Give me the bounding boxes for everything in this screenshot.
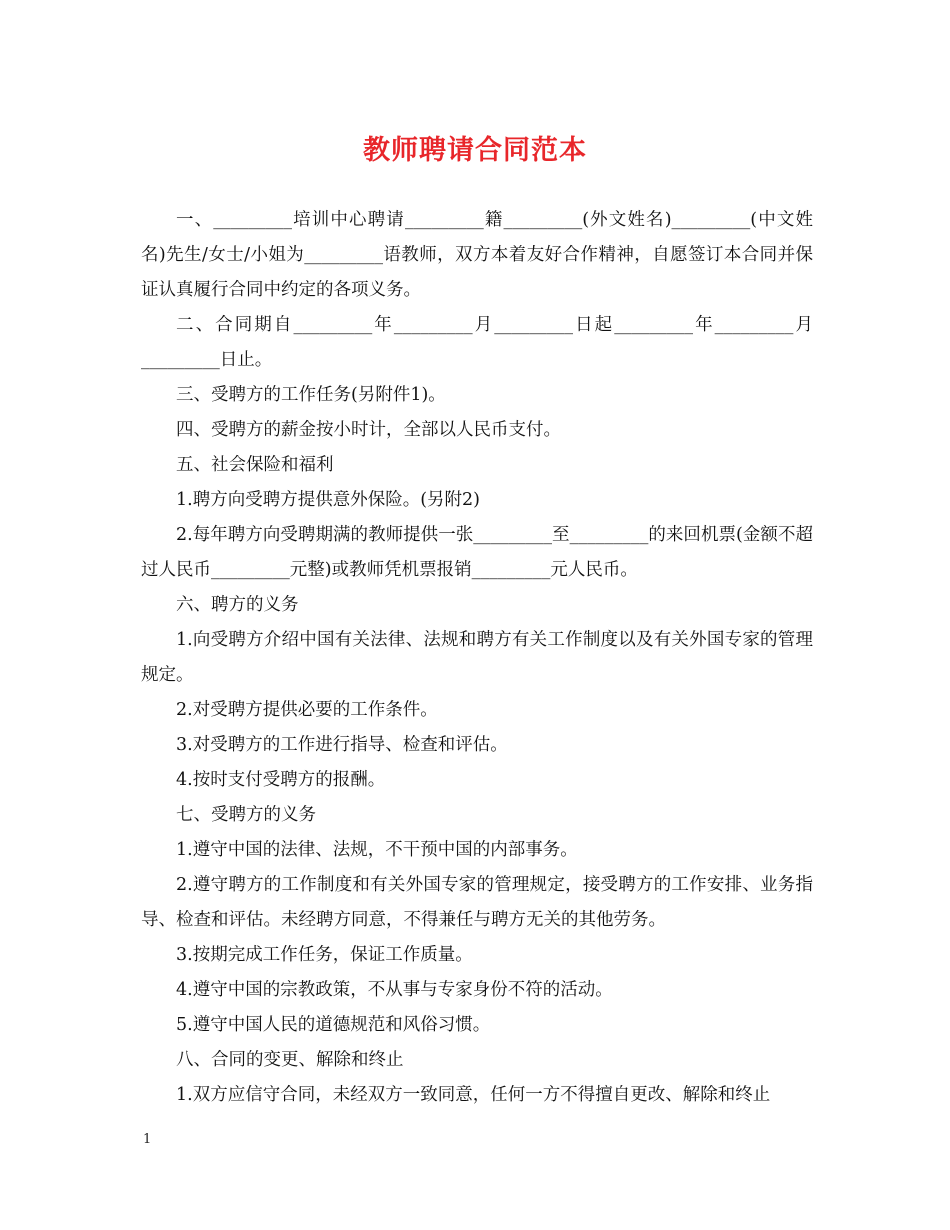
- paragraph: 1.双方应信守合同，未经双方一致同意，任何一方不得擅自更改、解除和终止: [176, 1085, 771, 1105]
- paragraph: 二、合同期自_________年_________月_________日起_________年_________月_________日止。: [141, 315, 813, 370]
- page-number: 1: [143, 1132, 152, 1147]
- paragraph: 2.每年聘方向受聘期满的教师提供一张_________至_________的来回机票(金额不超过人民币_________元整)或教师凭机票报销_________元人民币。: [141, 525, 813, 580]
- paragraph: 5.遵守中国人民的道德规范和风俗习惯。: [176, 1015, 491, 1035]
- paragraph: 4.遵守中国的宗教政策，不从事与专家身份不符的活动。: [176, 980, 613, 1000]
- paragraph: 七、受聘方的义务: [176, 805, 316, 825]
- paragraph: 3.按期完成工作任务，保证工作质量。: [176, 945, 473, 965]
- paragraph: 1.聘方向受聘方提供意外保险。(另附2): [176, 490, 480, 510]
- document-title: 教师聘请合同范本: [363, 135, 587, 166]
- paragraph: 五、社会保险和福利: [176, 455, 334, 475]
- paragraph: 三、受聘方的工作任务(另附件1)。: [176, 385, 446, 405]
- paragraph: 3.对受聘方的工作进行指导、检查和评估。: [176, 735, 508, 755]
- document-body: [141, 203, 813, 1113]
- paragraph: 八、合同的变更、解除和终止: [176, 1050, 404, 1070]
- paragraph: 1.向受聘方介绍中国有关法律、法规和聘方有关工作制度以及有关外国专家的管理规定。: [141, 630, 813, 685]
- paragraph: 2.对受聘方提供必要的工作条件。: [176, 700, 438, 720]
- paragraph: 2.遵守聘方的工作制度和有关外国专家的管理规定，接受聘方的工作安排、业务指导、检查和评估。未经聘方同意，不得兼任与聘方无关的其他劳务。: [141, 875, 813, 930]
- paragraph: 六、聘方的义务: [176, 595, 299, 615]
- paragraph: 1.遵守中国的法律、法规，不干预中国的内部事务。: [176, 840, 578, 860]
- paragraph: 4.按时支付受聘方的报酬。: [176, 770, 386, 790]
- paragraph: 四、受聘方的薪金按小时计，全部以人民币支付。: [176, 420, 561, 440]
- paragraph: 一、_________培训中心聘请_________籍_________(外文姓名)_________(中文姓名)先生/女士/小姐为_________语教师，双方本着友好合作精神，自愿签订本合同并保证认真履行合同中约定的各项义务。: [141, 210, 813, 300]
